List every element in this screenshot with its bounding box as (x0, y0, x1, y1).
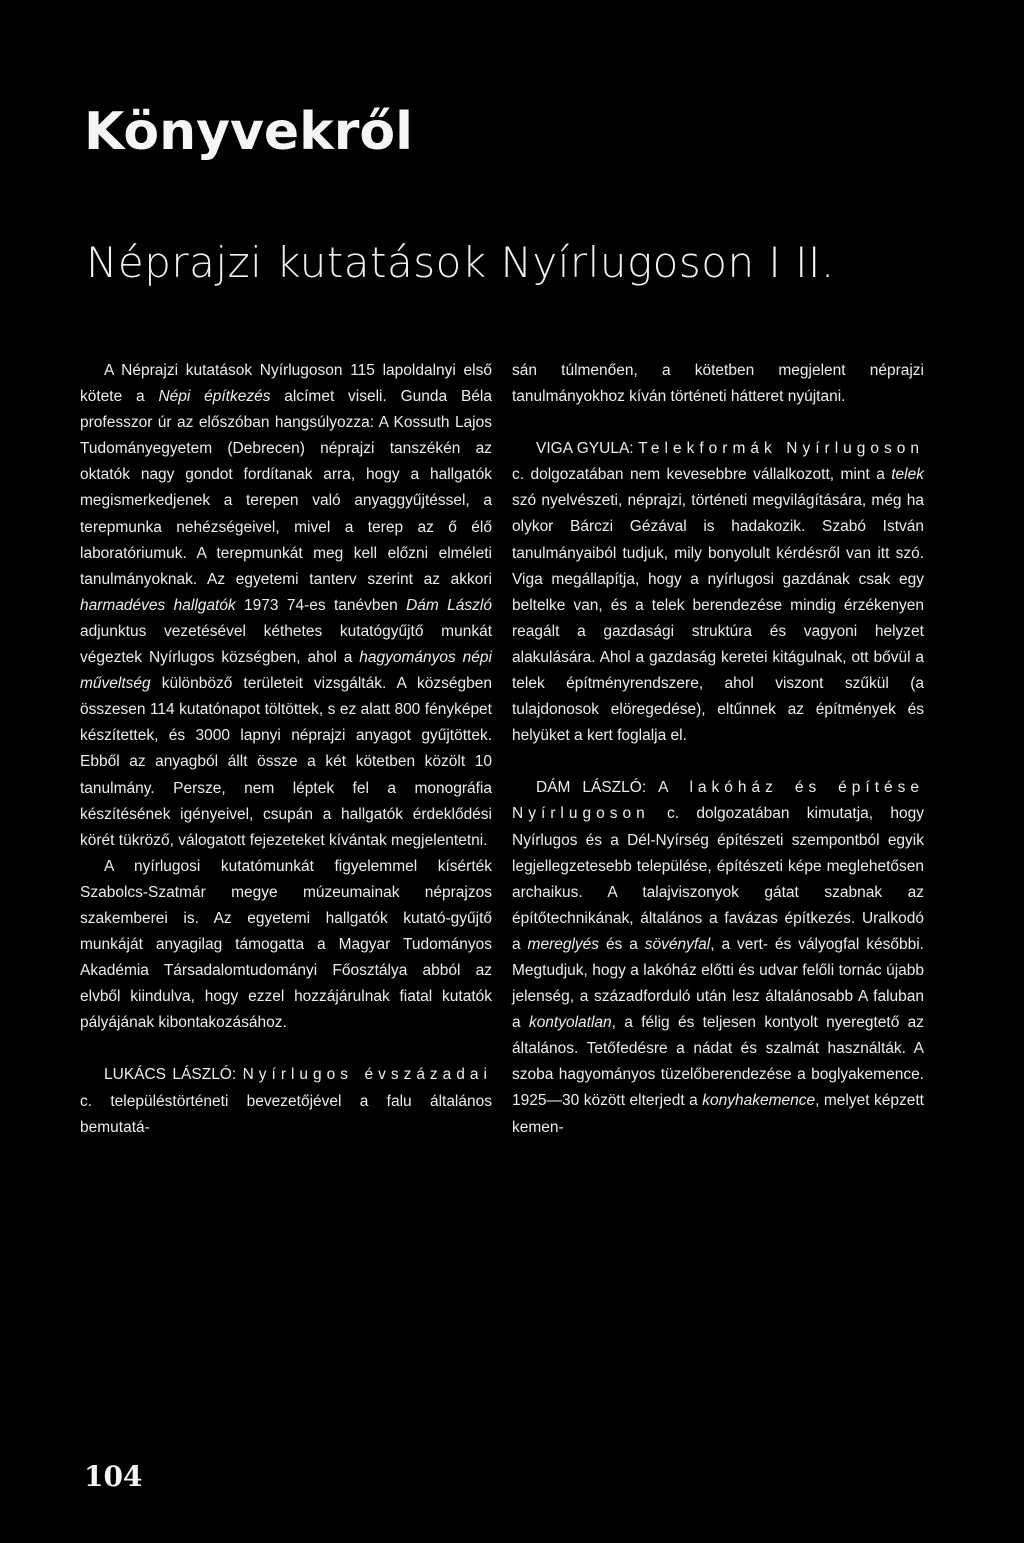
support-paragraph: A nyírlugosi kutatómunkát figyelemmel kísérték Szabolcs-Szatmár megye múzeumainak néprajzos szakemberei is. Az egyetemi hallgatók kutató-gyűjtő munkáját anyagilag támogatta a Magyar Tudományos Akadémia Társadalomtudományi Főosztálya abból az elvből kiindulva, hogy ezzel hozzájárulnak fiatal kutatók pályájának kibontakozásához. (80, 857, 492, 1032)
right-column (512, 358, 924, 1141)
entry-author: DÁM LÁSZLÓ: (536, 779, 659, 797)
article-title: Néprajzi kutatások Nyírlugoson I II. (86, 238, 835, 287)
entry-author: VIGA GYULA: (536, 440, 639, 458)
entry-title: A lakóház és építése Nyírlugoson (512, 779, 924, 823)
viga-entry: VIGA GYULA: Telekformák Nyírlugoson c. dolgozatában nem kevesebbre vállalkozott, mint a telek szó nyelvészeti, néprajzi, történeti megvilágítására, még ha olykor Bárczi Gézával is hadakozik. Szabó István tanulmányaiból tudjuk, mily bonyolult kérdésről van itt szó. Viga megállapítja, hogy a nyírlugosi gazdának csak egy beltelke van, és a telek berendezése mindig érzékenyen reagált a gazdasági struktúra és vagyoni helyzet alakulására. Ahol a gazdaság keretei kitágulnak, ott bővül a telek építményrendszere, ahol viszont szűkül (a tulajdonosok elöregedése), eltűnnek az építmények és helyüket a kert foglalja el. (512, 440, 924, 745)
entry-title: Nyírlugos évszázadai (242, 1066, 492, 1084)
continued-paragraph: sán túlmenően, a kötetben megjelent néprajzi tanulmányokhoz kíván történeti hátteret nyújtani. (512, 362, 924, 406)
lukacs-entry: LUKÁCS LÁSZLÓ: Nyírlugos évszázadai c. településtörténeti bevezetőjével a falu általános bemutatá- (80, 1066, 492, 1136)
entry-author: LUKÁCS LÁSZLÓ: (104, 1066, 243, 1084)
section-title: Könyvekről (84, 102, 413, 162)
left-column (80, 358, 492, 1141)
intro-paragraph: A Néprajzi kutatások Nyírlugoson 115 lapoldalnyi első kötete a Népi építkezés alcímet viseli. Gunda Béla professzor úr az előszóban hangsúlyozza: A Kossuth Lajos Tudományegyetem (Debrecen) néprajzi tanszékén az oktatók nagy gondot fordítanak arra, hogy a hallgatók megismerkedjenek a terepen való anyaggyűjtéssel, a terepmunka nehézségeivel, mivel a terep az ő élő laboratóriumuk. A terepmunkát meg kell előzni elméleti tanulmányoknak. Az egyetemi tanterv szerint az akkori harmadéves hallgatók 1973 74-es tanévben Dám László adjunktus vezetésével kéthetes kutatógyűjtő munkát végeztek Nyírlugos községben, ahol a hagyományos népi műveltség különböző területeit vizsgálták. A községben összesen 114 kutatónapot töltöttek, s ez alatt 800 fényképet készítettek, és 3000 lapnyi néprajzi anyagot gyűjtöttek. Ebből az anyagból állt össze a két kötetben közölt 10 tanulmány. Persze, nem léptek fel a monográfia készítésének igényeivel, csupán a hallgatók érdeklődési körét tükröző, válogatott fejezeteket kívántak megjelentetni. (80, 362, 492, 849)
page-number: 104 (84, 1460, 143, 1493)
entry-title: Telekformák Nyírlugoson (638, 440, 924, 458)
dam-entry: DÁM LÁSZLÓ: A lakóház és építése Nyírlugoson c. dolgozatában kimutatja, hogy Nyírlugos és a Dél-Nyírség építészeti szempontból egyik legjellegzetesebb települése, építészeti képe meglehetősen archaikus. A talajviszonyok gátat szabnak az építőtechnikának, általános a favázas építkezés. Uralkodó a mereglyés és a sövényfal, a vert- és vályogfal későbbi. Megtudjuk, hogy a lakóház előtti és udvar felőli tornác újabb jelenség, a századforduló után lesz általánosabb A faluban a kontyolatlan, a félig és teljesen kontyolt nyeregtető az általános. Tetőfedésre a nádat és szalmát használták. A szoba hagyományos tüzelőberendezése a boglyakemence. 1925—30 között elterjedt a konyhakemence, melyet képzett kemen- (512, 779, 924, 1136)
